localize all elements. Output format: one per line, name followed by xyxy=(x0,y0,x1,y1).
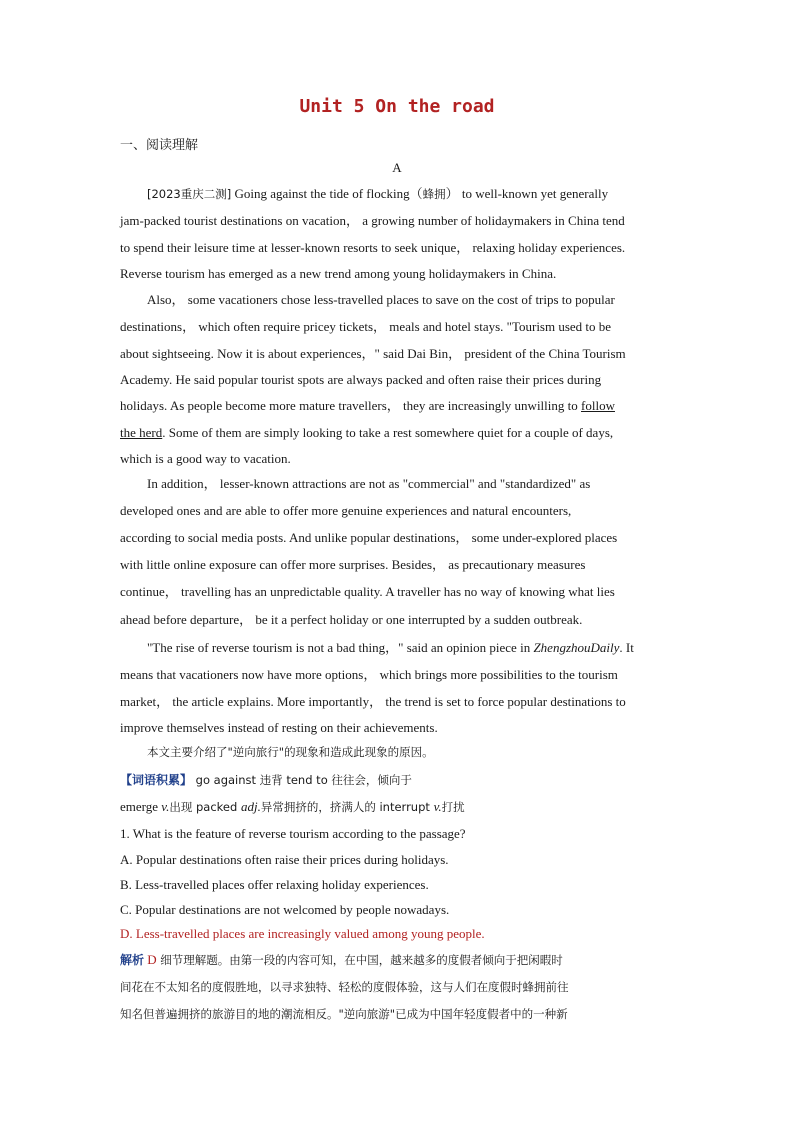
underlined-phrase: follow xyxy=(581,398,615,413)
underlined-phrase: the herd xyxy=(120,425,163,440)
p2-line-2: destinations， which often require pricey tickets， meals and hotel stays. "Tourism used to be xyxy=(120,319,612,334)
p2-line-7: which is a good way to vacation. xyxy=(120,451,291,466)
p1-line-1: [2023重庆二测] Going against the tide of flocking（蜂拥） to well-known yet generally xyxy=(147,186,609,201)
p2-line-6: the herd. Some of them are simply looking to take a rest somewhere quiet for a couple of days, xyxy=(120,425,614,440)
vocab-line-2: emerge v.出现 packed adj.异常拥挤的，挤满人的 interrupt v.打扰 xyxy=(120,799,465,814)
vocab-line-1: 【词语积累】 go against 违背 tend to 往往会，倾向于 xyxy=(120,773,412,787)
p2-line-3: about sightseeing. Now it is about experiences，" said Dai Bin， president of the China Tourism xyxy=(120,346,626,361)
p2-line-4: Academy. He said popular tourist spots are always packed and often raise their prices during xyxy=(120,372,602,387)
p3-line-1: In addition， lesser-known attractions are not as "commercial" and "standardized" as xyxy=(147,476,591,491)
p3-line-3: according to social media posts. And unlike popular destinations， some under-explored places xyxy=(120,530,618,545)
option-b: B. Less-travelled places offer relaxing holiday experiences. xyxy=(120,877,429,892)
analysis-line-3: 知名但普遍拥挤的旅游目的地的潮流相反。"逆向旅游"已成为中国年轻度假者中的一种新 xyxy=(120,1007,568,1021)
passage-summary: 本文主要介绍了"逆向旅行"的现象和造成此现象的原因。 xyxy=(147,745,434,759)
analysis-tag: 解析 xyxy=(120,953,145,967)
p4-line-3: market， the article explains. More importantly， the trend is set to force popular destinations to xyxy=(120,694,626,709)
p3-line-6: ahead before departure， be it a perfect holiday or one interrupted by a sudden outbreak. xyxy=(120,612,583,627)
p3-line-4: with little online exposure can offer more surprises. Besides， as precautionary measures xyxy=(120,557,586,572)
p1-line-3: to spend their leisure time at lesser-known resorts to seek unique， relaxing holiday experiences. xyxy=(120,240,626,255)
p4-line-1: "The rise of reverse tourism is not a bad thing，" said an opinion piece in ZhengzhouDaily. It xyxy=(147,640,634,655)
analysis-line-2: 间花在不太知名的度假胜地，以寻求独特、轻松的度假体验，这与人们在度假时蜂拥前往 xyxy=(120,980,569,994)
p3-line-5: continue， travelling has an unpredictable quality. A traveller has no way of knowing what lies xyxy=(120,584,615,599)
p3-line-2: developed ones and are able to offer more genuine experiences and natural encounters, xyxy=(120,503,572,518)
p4-line-4: improve themselves instead of resting on their achievements. xyxy=(120,720,438,735)
p2-line-5: holidays. As people become more mature travellers， they are increasingly unwilling to follow xyxy=(120,398,615,413)
p1-line-4: Reverse tourism has emerged as a new trend among young holidaymakers in China. xyxy=(120,266,557,281)
question-stem: 1. What is the feature of reverse tourism according to the passage? xyxy=(120,826,466,841)
option-a: A. Popular destinations often raise their prices during holidays. xyxy=(120,852,449,867)
passage-label: A xyxy=(392,160,402,175)
answer-letter: D xyxy=(144,952,157,967)
page-title: Unit 5 On the road xyxy=(299,96,495,117)
p1-line-2: jam-packed tourist destinations on vacation， a growing number of holidaymakers in China tend xyxy=(120,213,625,228)
vocab-tag: 【词语积累】 xyxy=(120,773,193,787)
p4-line-2: means that vacationers now have more options， which brings more possibilities to the tourism xyxy=(120,667,618,682)
analysis-line-1: 解析 D 细节理解题。由第一段的内容可知，在中国，越来越多的度假者倾向于把闲暇时 xyxy=(120,952,563,967)
option-d-correct: D. Less-travelled places are increasingly valued among young people. xyxy=(120,926,485,941)
section-heading: 一、阅读理解 xyxy=(120,138,199,153)
p2-line-1: Also， some vacationers chose less-travelled places to save on the cost of trips to popular xyxy=(147,292,615,307)
option-c: C. Popular destinations are not welcomed by people nowadays. xyxy=(120,902,450,917)
